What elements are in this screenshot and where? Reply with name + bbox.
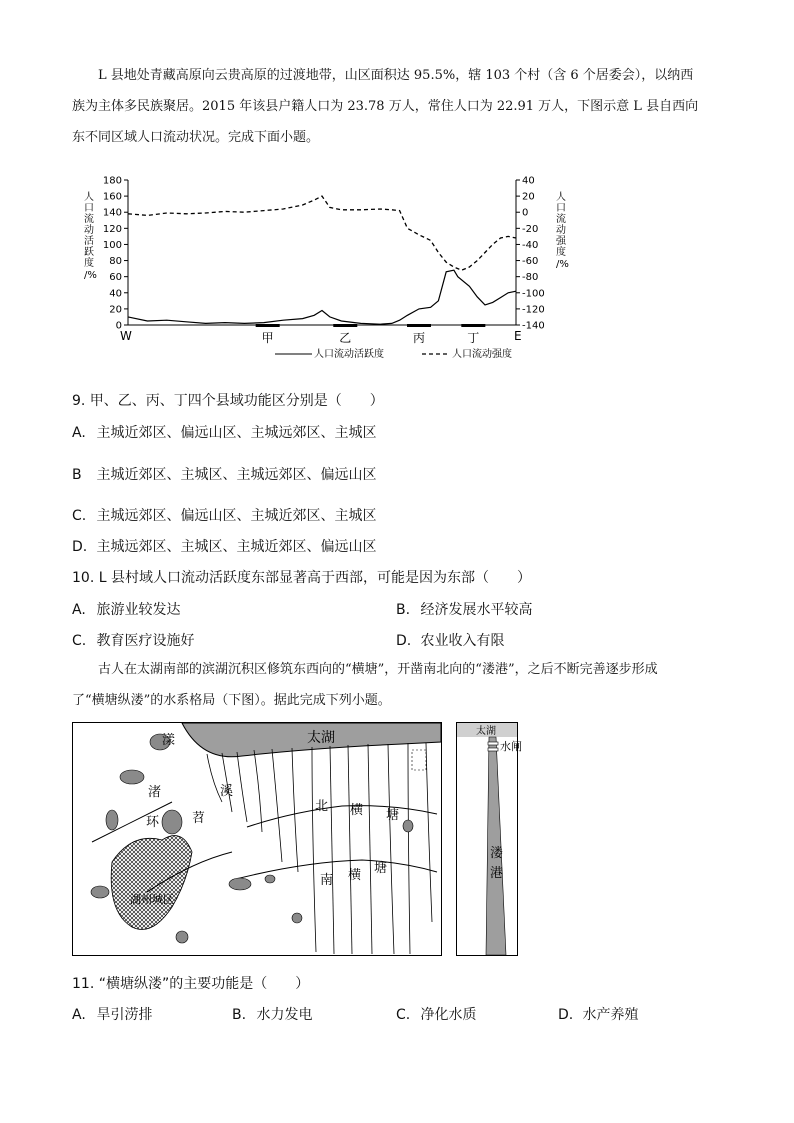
legend-item-2: 人口流动强度 (452, 349, 512, 360)
q10-option-d-text: 农业收入有限 (420, 633, 505, 649)
x-label-e: E (514, 329, 522, 343)
north-heng-char: 北 (315, 799, 329, 814)
q9-option-a-text: 主城近郊区、偏远山区、主城远郊区、主城区 (96, 425, 377, 441)
left-axis-label: 人口流动活跃度/% (84, 192, 97, 281)
intro2-line-1: 古人在太湖南部的滨湖沉积区修筑东西向的“横塘”，开凿南北向的“溇港”，之后不断完善逐步形成 (98, 662, 658, 677)
right-tick-label: -60 (522, 256, 539, 268)
right-tick-label: -120 (522, 304, 545, 316)
right-tick-label: -20 (522, 223, 539, 235)
left-tick-label: 140 (102, 207, 122, 219)
series-flow-activity-line (128, 270, 516, 324)
south-heng-char-2: 横 (348, 868, 362, 883)
left-tick-label: 80 (109, 256, 122, 268)
region-bar (407, 324, 431, 327)
north-heng-char-3: 塘 (386, 808, 400, 823)
city-label: 湖州城区 (130, 893, 174, 906)
q11-option-b-text: 水力发电 (256, 1007, 313, 1023)
q10-option-d[interactable]: D. 农业收入有限 (396, 633, 505, 649)
q10-option-c[interactable]: C. 教育医疗设施好 (72, 633, 195, 649)
intro-line-1: L 县地处青藏高原向云贵高原的过渡地带，山区面积达 95.5%，辖 103 个村（含 6 个居委会），以纳西 (98, 68, 694, 83)
sluice-gate-icon (488, 742, 498, 745)
sluice-label: 水闸 (500, 740, 522, 753)
left-tick-label: 20 (109, 304, 122, 316)
q11-option-d-text: 水产养殖 (582, 1007, 639, 1023)
intro-line-3: 东不同区域人口流动状况。完成下面小题。 (72, 130, 320, 145)
population-flow-chart (80, 172, 580, 367)
right-tick-label: -40 (522, 239, 539, 251)
right-axis-label: 人口流动强度/% (556, 192, 569, 270)
legend-item-1: 人口流动活跃度 (314, 349, 384, 360)
q10-option-b-text: 经济发展水平较高 (420, 602, 533, 618)
right-tick-label: 40 (522, 175, 535, 187)
region-bar (333, 324, 357, 327)
intro-paragraph-1 (72, 60, 722, 91)
left-tick-label: 40 (109, 288, 122, 300)
q9-option-c-text: 主城远郊区、偏远山区、主城近郊区、主城区 (96, 508, 377, 524)
x-label-w: W (120, 329, 132, 343)
lou-char: 溇 (490, 846, 504, 861)
q11-option-b[interactable]: B. 水力发电 (232, 1007, 313, 1023)
left-tick-label: 60 (109, 272, 122, 284)
q10-option-a-text: 旅游业较发达 (96, 602, 181, 618)
yang-label: 漾 (162, 733, 176, 748)
intro-line-2: 族为主体多民族聚居。2015 年该县户籍人口为 23.78 万人，常住人口为 22.91 万人，下图示意 L 县自西向 (72, 99, 699, 114)
xi-label: 溪 (220, 784, 234, 799)
q10-option-b[interactable]: B. 经济发展水平较高 (396, 602, 533, 618)
right-tick-label: -80 (522, 272, 539, 284)
hengtang-zonglou-map (72, 722, 442, 956)
region-label: 甲 (261, 331, 274, 345)
q11-option-c[interactable]: C. 净化水质 (396, 1007, 477, 1023)
region-label: 乙 (339, 331, 352, 345)
q9-option-b[interactable]: B 主城近郊区、主城区、主城远郊区、偏远山区 (72, 467, 377, 483)
legend (275, 347, 512, 360)
right-tick-label: -100 (522, 288, 545, 300)
right-tick-label: -140 (522, 320, 545, 332)
q9-stem: 9. 甲、乙、丙、丁四个县域功能区分别是（ ） (72, 393, 384, 409)
q9-option-b-text: 主城近郊区、主城区、主城远郊区、偏远山区 (96, 467, 377, 483)
right-axis (516, 176, 569, 332)
left-tick-label: 180 (102, 175, 122, 187)
inset-taihu-label: 太湖 (476, 726, 496, 737)
left-tick-label: 0 (115, 320, 122, 332)
q11-option-a[interactable]: A. 旱引涝排 (72, 1007, 153, 1023)
right-tick-label: 20 (522, 191, 535, 203)
zhu-label: 渚 (148, 785, 162, 800)
north-heng-char-2: 横 (350, 803, 364, 818)
tiao-label: 苕 (192, 811, 206, 826)
region-bar (256, 324, 280, 327)
q10-stem: 10. L 县村域人口流动活跃度东部显著高于西部，可能是因为东部（ ） (72, 570, 531, 586)
taihu-label: 太湖 (307, 730, 335, 746)
q9-option-d-text: 主城远郊区、主城区、主城近郊区、偏远山区 (96, 539, 377, 555)
q11-stem: 11. “横塘纵溇”的主要功能是（ ） (72, 976, 310, 992)
left-axis (84, 176, 128, 332)
q9-option-d[interactable]: D. 主城远郊区、主城区、主城近郊区、偏远山区 (72, 539, 377, 555)
lougang-inset (456, 722, 522, 956)
region-label: 丙 (412, 331, 426, 345)
q11-option-a-text: 旱引涝排 (96, 1007, 153, 1023)
gang-char: 港 (490, 866, 504, 881)
series-flow-intensity-line (128, 196, 516, 270)
intro2-line-2: 了“横塘纵溇”的水系格局（下图）。据此完成下列小题。 (72, 693, 391, 708)
q11-option-c-text: 净化水质 (420, 1007, 477, 1023)
q10-option-a[interactable]: A. 旅游业较发达 (72, 602, 181, 618)
left-tick-label: 100 (102, 239, 122, 251)
q9-option-c[interactable]: C. 主城远郊区、偏远山区、主城近郊区、主城区 (72, 508, 377, 524)
south-heng-char-3: 塘 (374, 861, 388, 876)
region-label: 丁 (467, 331, 480, 345)
south-heng-char: 南 (320, 873, 334, 888)
left-tick-label: 120 (102, 223, 122, 235)
left-tick-label: 160 (102, 191, 122, 203)
q11-option-d[interactable]: D. 水产养殖 (558, 1007, 639, 1023)
right-tick-label: 0 (522, 207, 529, 219)
sluice-gate-icon-2 (488, 748, 498, 751)
q9-option-a[interactable]: A. 主城近郊区、偏远山区、主城远郊区、主城区 (72, 425, 377, 441)
huan-label: 环 (146, 815, 160, 830)
region-bar (461, 324, 485, 327)
q10-option-c-text: 教育医疗设施好 (96, 633, 195, 649)
